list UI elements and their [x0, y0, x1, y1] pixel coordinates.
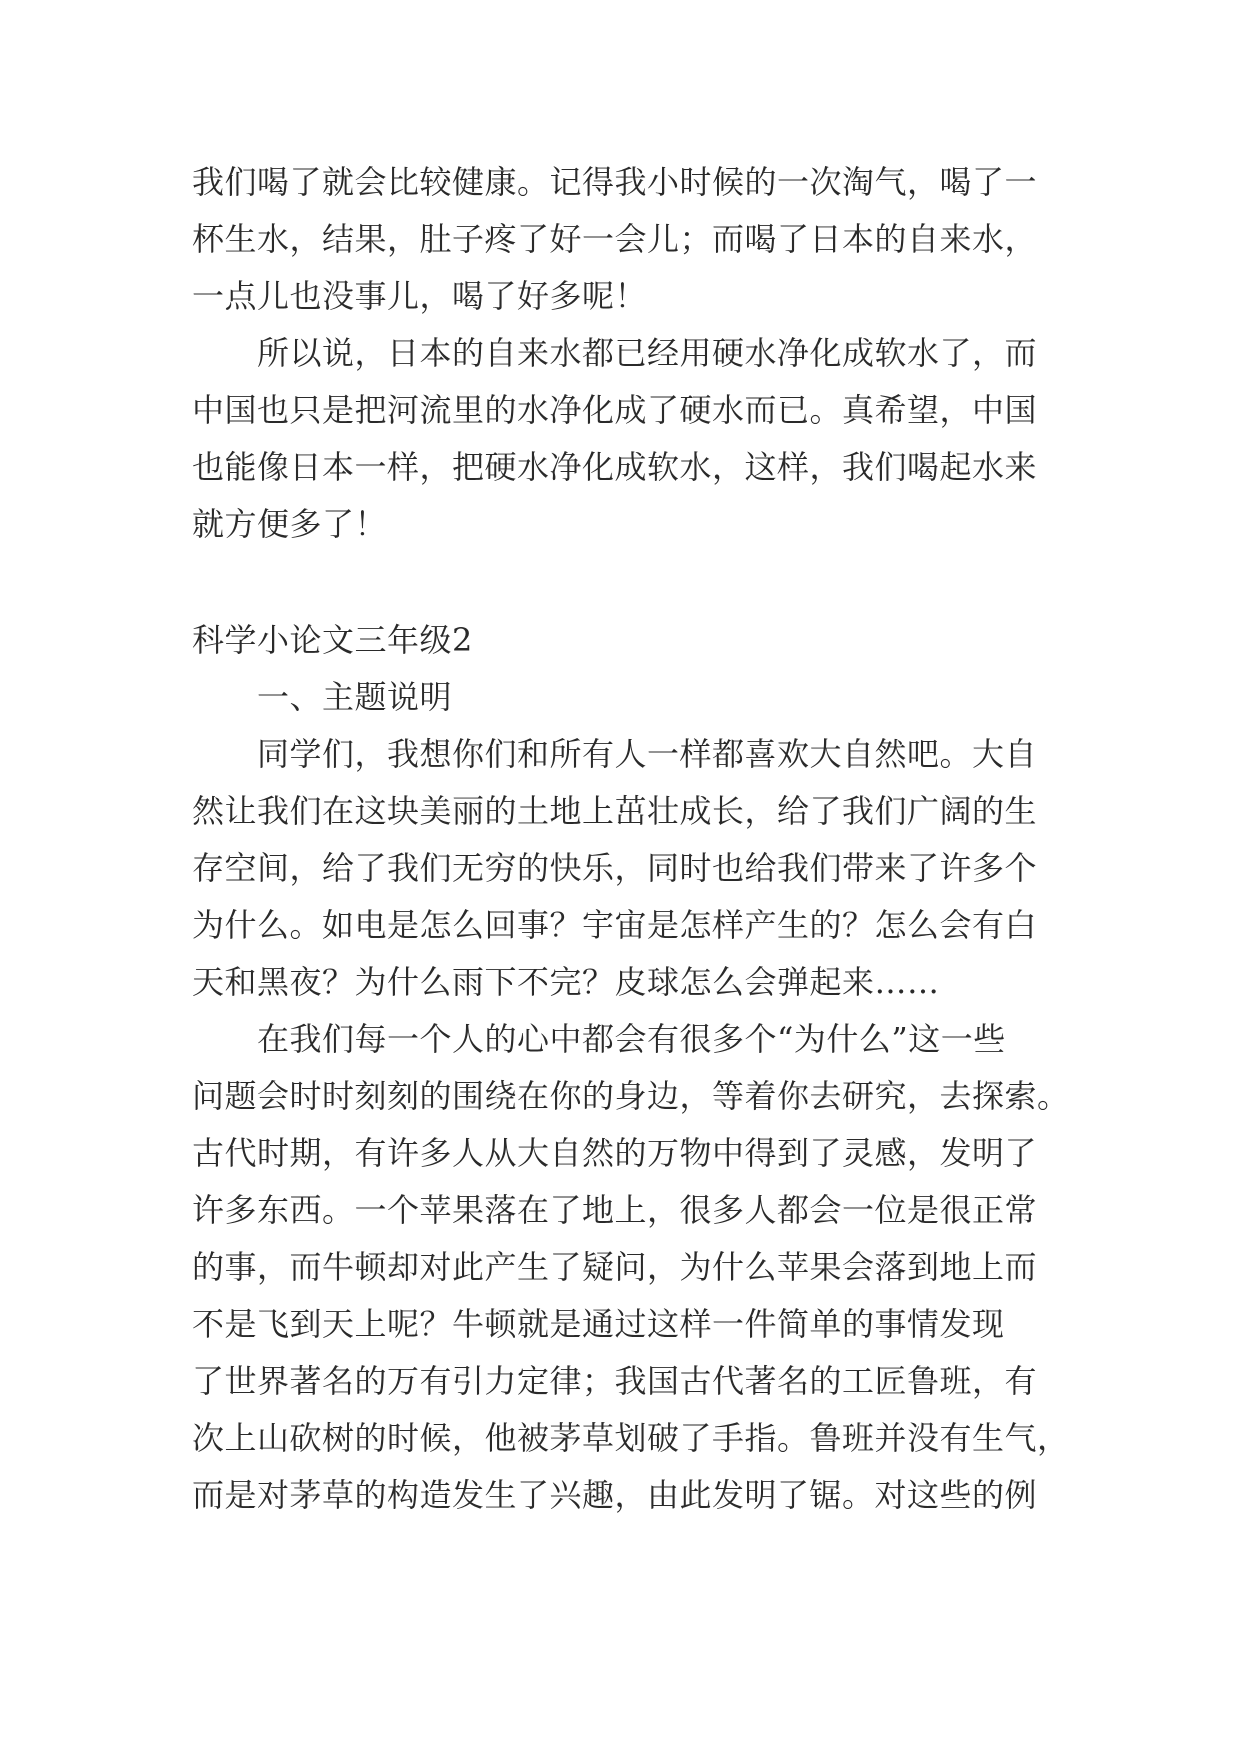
paragraph-line: 中国也只是把河流里的水净化成了硬水而已。真希望，中国: [192, 391, 1038, 429]
paragraph-line: 次上山砍树的时候，他被茅草划破了手指。鲁班并没有生气，: [192, 1419, 1070, 1457]
paragraph-line: 不是飞到天上呢？牛顿就是通过这样一件简单的事情发现: [192, 1305, 1005, 1343]
paragraph-line: 存空间，给了我们无穷的快乐，同时也给我们带来了许多个: [192, 849, 1038, 887]
paragraph-line: 天和黑夜？为什么雨下不完？皮球怎么会弹起来……: [192, 963, 940, 1001]
essay-title: 科学小论文三年级2: [192, 621, 473, 659]
paragraph-line: 在我们每一个人的心中都会有很多个“为什么”这一些: [192, 1020, 1006, 1058]
paragraph-line: 我们喝了就会比较健康。记得我小时候的一次淘气，喝了一: [192, 163, 1038, 201]
paragraph-line: 同学们，我想你们和所有人一样都喜欢大自然吧。大自: [192, 735, 1038, 773]
section-water-conclusion: [192, 154, 1062, 553]
paragraph-line: 问题会时时刻刻的围绕在你的身边，等着你去研究，去探索。: [192, 1077, 1070, 1115]
paragraph-line: 一点儿也没事儿，喝了好多呢！: [192, 277, 648, 315]
section-science-essay: [192, 612, 1070, 1524]
paragraph-line: 就方便多了！: [192, 505, 388, 543]
paragraph-line: 所以说，日本的自来水都已经用硬水净化成软水了，而: [192, 334, 1038, 372]
paragraph-line: 而是对茅草的构造发生了兴趣，由此发明了锯。对这些的例: [192, 1476, 1038, 1514]
paragraph-line: 然让我们在这块美丽的土地上茁壮成长，给了我们广阔的生: [192, 792, 1038, 830]
paragraph-line: 也能像日本一样，把硬水净化成软水，这样，我们喝起水来: [192, 448, 1038, 486]
paragraph-line: 了世界著名的万有引力定律；我国古代著名的工匠鲁班，有: [192, 1362, 1038, 1400]
paragraph-line: 的事，而牛顿却对此产生了疑问，为什么苹果会落到地上而: [192, 1248, 1038, 1286]
paragraph-line: 杯生水，结果，肚子疼了好一会儿；而喝了日本的自来水，: [192, 220, 1038, 258]
paragraph-line: 许多东西。一个苹果落在了地上，很多人都会一位是很正常: [192, 1191, 1038, 1229]
essay-heading: 一、主题说明: [192, 678, 453, 716]
paragraph-line: 为什么。如电是怎么回事？宇宙是怎样产生的？怎么会有白: [192, 906, 1038, 944]
paragraph-line: 古代时期，有许多人从大自然的万物中得到了灵感，发明了: [192, 1134, 1038, 1172]
